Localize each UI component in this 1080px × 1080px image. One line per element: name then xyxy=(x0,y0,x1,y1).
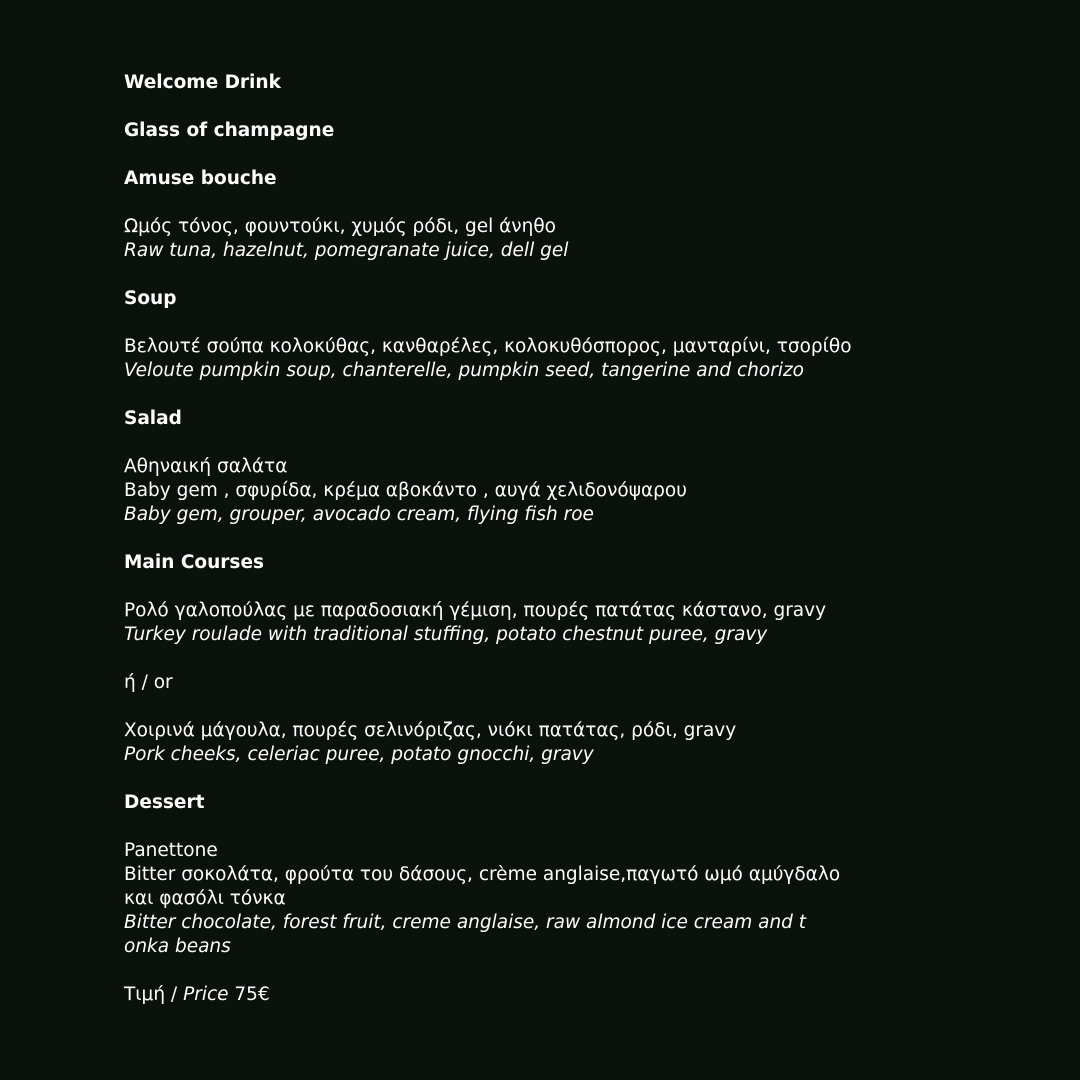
dessert-english-line-1: Bitter chocolate, forest fruit, creme anglaise, raw almond ice cream and t xyxy=(124,912,807,933)
soup-english: Veloute pumpkin soup, chanterelle, pumpkin seed, tangerine and chorizo xyxy=(124,360,804,381)
menu xyxy=(124,71,884,1007)
spacer xyxy=(124,95,884,119)
price-line xyxy=(124,983,884,1007)
salad-greek: Baby gem , σφυρίδα, κρέμα αβοκάντο , αυγά χελιδονόψαρου xyxy=(124,480,687,501)
section-heading-welcome-drink: Welcome Drink xyxy=(124,72,281,93)
main-or-separator: ή / or xyxy=(124,672,173,693)
section-heading-main-courses: Main Courses xyxy=(124,552,264,573)
dessert-name: Panettone xyxy=(124,840,218,861)
welcome-drink-item: Glass of champagne xyxy=(124,120,335,141)
spacer xyxy=(124,767,884,791)
spacer xyxy=(124,383,884,407)
dessert-greek-line-1: Bitter σοκολάτα, φρούτα του δάσους, crème anglaise,παγωτό ωμό αμύγδαλο xyxy=(124,864,841,885)
dessert-english-line-2: onka beans xyxy=(124,936,231,957)
spacer xyxy=(124,575,884,599)
spacer xyxy=(124,263,884,287)
section-heading-amuse-bouche: Amuse bouche xyxy=(124,168,277,189)
main-option-1-greek: Ρολό γαλοπούλας με παραδοσιακή γέμιση, πουρές πατάτας κάστανο, gravy xyxy=(124,600,827,621)
section-heading-dessert: Dessert xyxy=(124,792,205,813)
section-heading-salad: Salad xyxy=(124,408,182,429)
spacer xyxy=(124,695,884,719)
spacer xyxy=(124,311,884,335)
spacer xyxy=(124,815,884,839)
price-label-greek: Τιμή / xyxy=(124,984,184,1005)
section-heading-soup: Soup xyxy=(124,288,177,309)
spacer xyxy=(124,191,884,215)
amuse-bouche-english: Raw tuna, hazelnut, pomegranate juice, dell gel xyxy=(124,240,569,261)
salad-name-greek: Αθηναική σαλάτα xyxy=(124,456,288,477)
amuse-bouche-greek: Ωμός τόνος, φουντούκι, χυμός ρόδι, gel άνηθο xyxy=(124,216,556,237)
spacer xyxy=(124,527,884,551)
price-amount: 75€ xyxy=(228,984,270,1005)
main-option-1-english: Turkey roulade with traditional stuffing, potato chestnut puree, gravy xyxy=(124,624,768,645)
dessert-greek-line-2: και φασόλι τόνκα xyxy=(124,888,286,909)
spacer xyxy=(124,959,884,983)
main-option-2-english: Pork cheeks, celeriac puree, potato gnocchi, gravy xyxy=(124,744,594,765)
soup-greek: Βελουτέ σούπα κολοκύθας, κανθαρέλες, κολοκυθόσπορος, μανταρίνι, τσορίθο xyxy=(124,336,852,357)
price-label-english: Price xyxy=(183,984,229,1005)
spacer xyxy=(124,143,884,167)
salad-english: Baby gem, grouper, avocado cream, flying fish roe xyxy=(124,504,594,525)
main-option-2-greek: Χοιρινά μάγουλα, πουρές σελινόριζας, νιόκι πατάτας, ρόδι, gravy xyxy=(124,720,737,741)
spacer xyxy=(124,431,884,455)
spacer xyxy=(124,647,884,671)
